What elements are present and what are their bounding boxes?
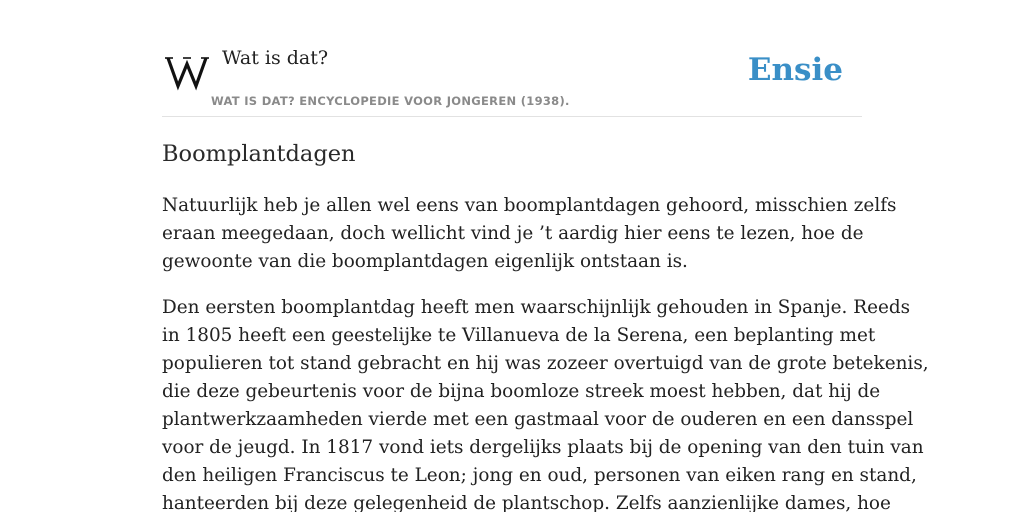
paragraph-line: gewoonte van die boomplantdagen eigenlijk ontstaan is. [162,251,688,272]
article-paragraph [162,294,929,512]
site-title[interactable]: Wat is dat? [222,47,329,69]
article-paragraph [162,192,897,276]
paragraph-line: eraan meegedaan, doch wellicht vind je ’t aardig hier eens te lezen, hoe de [162,223,864,244]
brand-logo[interactable]: Ensie [747,52,843,88]
paragraph-line: Den eersten boomplantdag heeft men waarschijnlijk gehouden in Spanje. Reeds [162,297,911,318]
paragraph-line: plantwerkzaamheden vierde met een gastmaal voor de ouderen en een dansspel [162,409,914,430]
paragraph-line: voor de jeugd. In 1817 vond iets dergelijks plaats bij de opening van den tuin van [162,437,924,458]
paragraph-line: den heiligen Franciscus te Leon; jong en oud, personen van eiken rang en stand, [162,465,917,486]
paragraph-line: populieren tot stand gebracht en hij was zozeer overtuigd van de grote betekenis, [162,353,929,374]
paragraph-line: hanteerden bij deze gelegenheid de plantschop. Zelfs aanzienlijke dames, hoe [162,493,891,512]
paragraph-line: Natuurlijk heb je allen wel eens van boomplantdagen gehoord, misschien zelfs [162,195,897,216]
site-subtitle: WAT IS DAT? ENCYCLOPEDIE VOOR JONGEREN (1938). [211,94,570,108]
wikipedia-w-icon[interactable] [165,52,209,92]
paragraph-line: in 1805 heeft een geestelijke te Villanueva de la Serena, een beplanting met [162,325,876,346]
paragraph-line: die deze gebeurtenis voor de bijna boomloze streek moest hebben, dat hij de [162,381,881,402]
article-title: Boomplantdagen [162,141,356,167]
article-body [162,192,929,512]
site-header [162,0,862,117]
